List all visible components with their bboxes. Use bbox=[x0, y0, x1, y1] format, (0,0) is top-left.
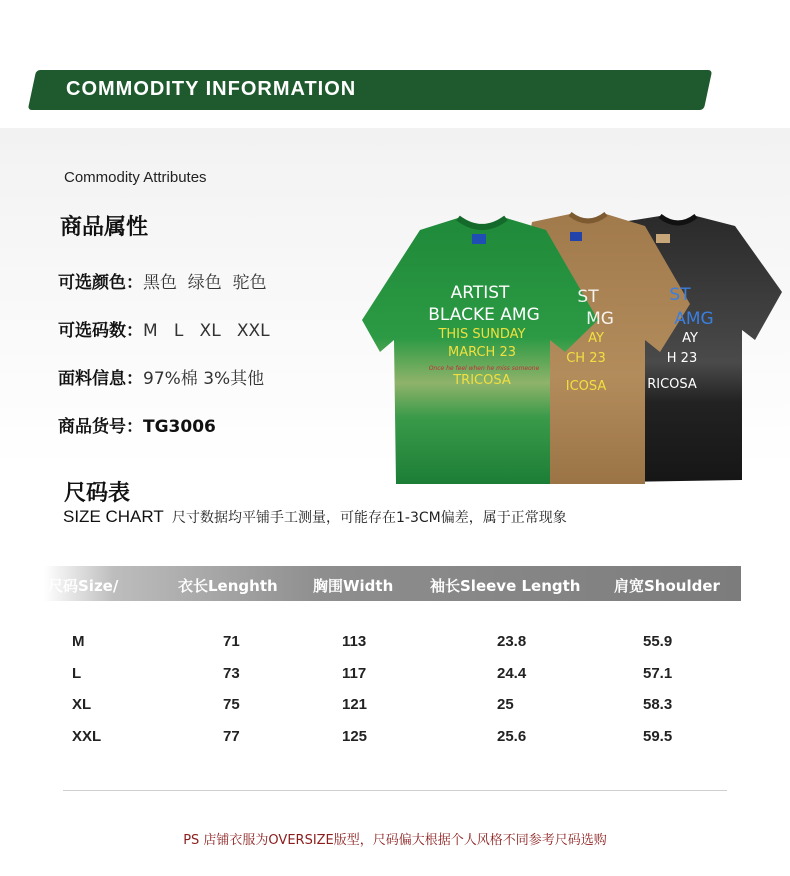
svg-text:ST: ST bbox=[577, 287, 599, 307]
cell-shoulder: 55.9 bbox=[643, 633, 673, 650]
banner-title: COMMODITY INFORMATION bbox=[66, 78, 357, 100]
cell-width: 125 bbox=[342, 728, 368, 745]
header-size: 尺码Size/ bbox=[48, 577, 119, 595]
size-chart-note: 尺寸数据均平铺手工测量，可能存在1-3CM偏差，属于正常现象 bbox=[172, 510, 567, 526]
size-chart-subtitle: SIZE CHART bbox=[63, 507, 164, 526]
cell-length: 75 bbox=[223, 696, 240, 713]
header-length: 衣长Lenghth bbox=[178, 577, 278, 595]
attr-key: 面料信息 bbox=[58, 369, 126, 389]
attributes-subtitle: Commodity Attributes bbox=[64, 169, 207, 186]
divider bbox=[63, 790, 727, 791]
cell-width: 121 bbox=[342, 696, 368, 713]
cell-shoulder: 57.1 bbox=[643, 665, 673, 682]
cell-size: L bbox=[72, 665, 82, 682]
svg-text:CH 23: CH 23 bbox=[566, 351, 606, 366]
attr-key: 可选码数 bbox=[58, 321, 126, 341]
cell-sleeve: 25 bbox=[497, 696, 514, 713]
cell-size: XL bbox=[72, 696, 92, 713]
print-line-script: Once he feel when he miss someone bbox=[428, 365, 540, 372]
attr-value: M L XL XXL bbox=[143, 321, 270, 341]
print-line-sunday: THIS SUNDAY bbox=[438, 327, 526, 342]
svg-text:MG: MG bbox=[586, 309, 614, 329]
cell-sleeve: 24.4 bbox=[497, 665, 527, 682]
header-width: 胸围Width bbox=[313, 577, 394, 595]
cell-shoulder: 58.3 bbox=[643, 696, 673, 713]
attr-row-item-number bbox=[58, 412, 216, 437]
attr-row-fabric bbox=[58, 364, 264, 389]
attributes-title: 商品属性 bbox=[60, 215, 149, 240]
svg-text:ST: ST bbox=[669, 285, 691, 305]
print-line-tricosa: TRICOSA bbox=[453, 373, 511, 388]
print-line-march: MARCH 23 bbox=[447, 345, 517, 360]
attr-sep: ： bbox=[126, 369, 143, 389]
cell-sleeve: 25.6 bbox=[497, 728, 527, 745]
cell-length: 73 bbox=[223, 665, 240, 682]
svg-text:AY: AY bbox=[588, 331, 604, 346]
cell-width: 117 bbox=[342, 665, 367, 682]
print-line-blacke: BLACKE AMG bbox=[428, 305, 540, 325]
attr-sep: ： bbox=[126, 417, 143, 437]
size-chart-title: 尺码表 bbox=[64, 481, 131, 506]
attr-key: 商品货号 bbox=[58, 417, 126, 437]
attr-key: 可选颜色 bbox=[58, 273, 126, 293]
attr-sep: ： bbox=[126, 273, 143, 293]
cell-length: 77 bbox=[223, 728, 240, 745]
attr-row-sizes bbox=[58, 316, 270, 341]
print-line-artist: ARTIST bbox=[450, 283, 510, 303]
attr-value: 97%棉 3%其他 bbox=[143, 369, 265, 389]
cell-size: M bbox=[72, 633, 85, 650]
cell-length: 71 bbox=[223, 633, 240, 650]
attr-value: TG3006 bbox=[143, 417, 216, 437]
svg-text:AY: AY bbox=[682, 331, 698, 346]
svg-text:ICOSA: ICOSA bbox=[565, 379, 607, 394]
product-image bbox=[360, 212, 790, 492]
header-shoulder: 肩宽Shoulder bbox=[614, 577, 720, 595]
svg-text:RICOSA: RICOSA bbox=[647, 377, 697, 392]
cell-size: XXL bbox=[72, 728, 102, 745]
attr-sep: ： bbox=[126, 321, 143, 341]
svg-text:AMG: AMG bbox=[674, 309, 714, 329]
header-sleeve: 袖长Sleeve Length bbox=[430, 577, 581, 595]
attr-row-colors bbox=[58, 268, 267, 293]
cell-sleeve: 23.8 bbox=[497, 633, 527, 650]
attr-value: 黑色 绿色 驼色 bbox=[143, 273, 267, 293]
cell-shoulder: 59.5 bbox=[643, 728, 673, 745]
svg-text:H 23: H 23 bbox=[666, 351, 698, 366]
cell-width: 113 bbox=[342, 633, 367, 650]
footer-note: PS 店铺衣服为OVERSIZE版型，尺码偏大根据个人风格不同参考尺码选购 bbox=[183, 833, 607, 848]
